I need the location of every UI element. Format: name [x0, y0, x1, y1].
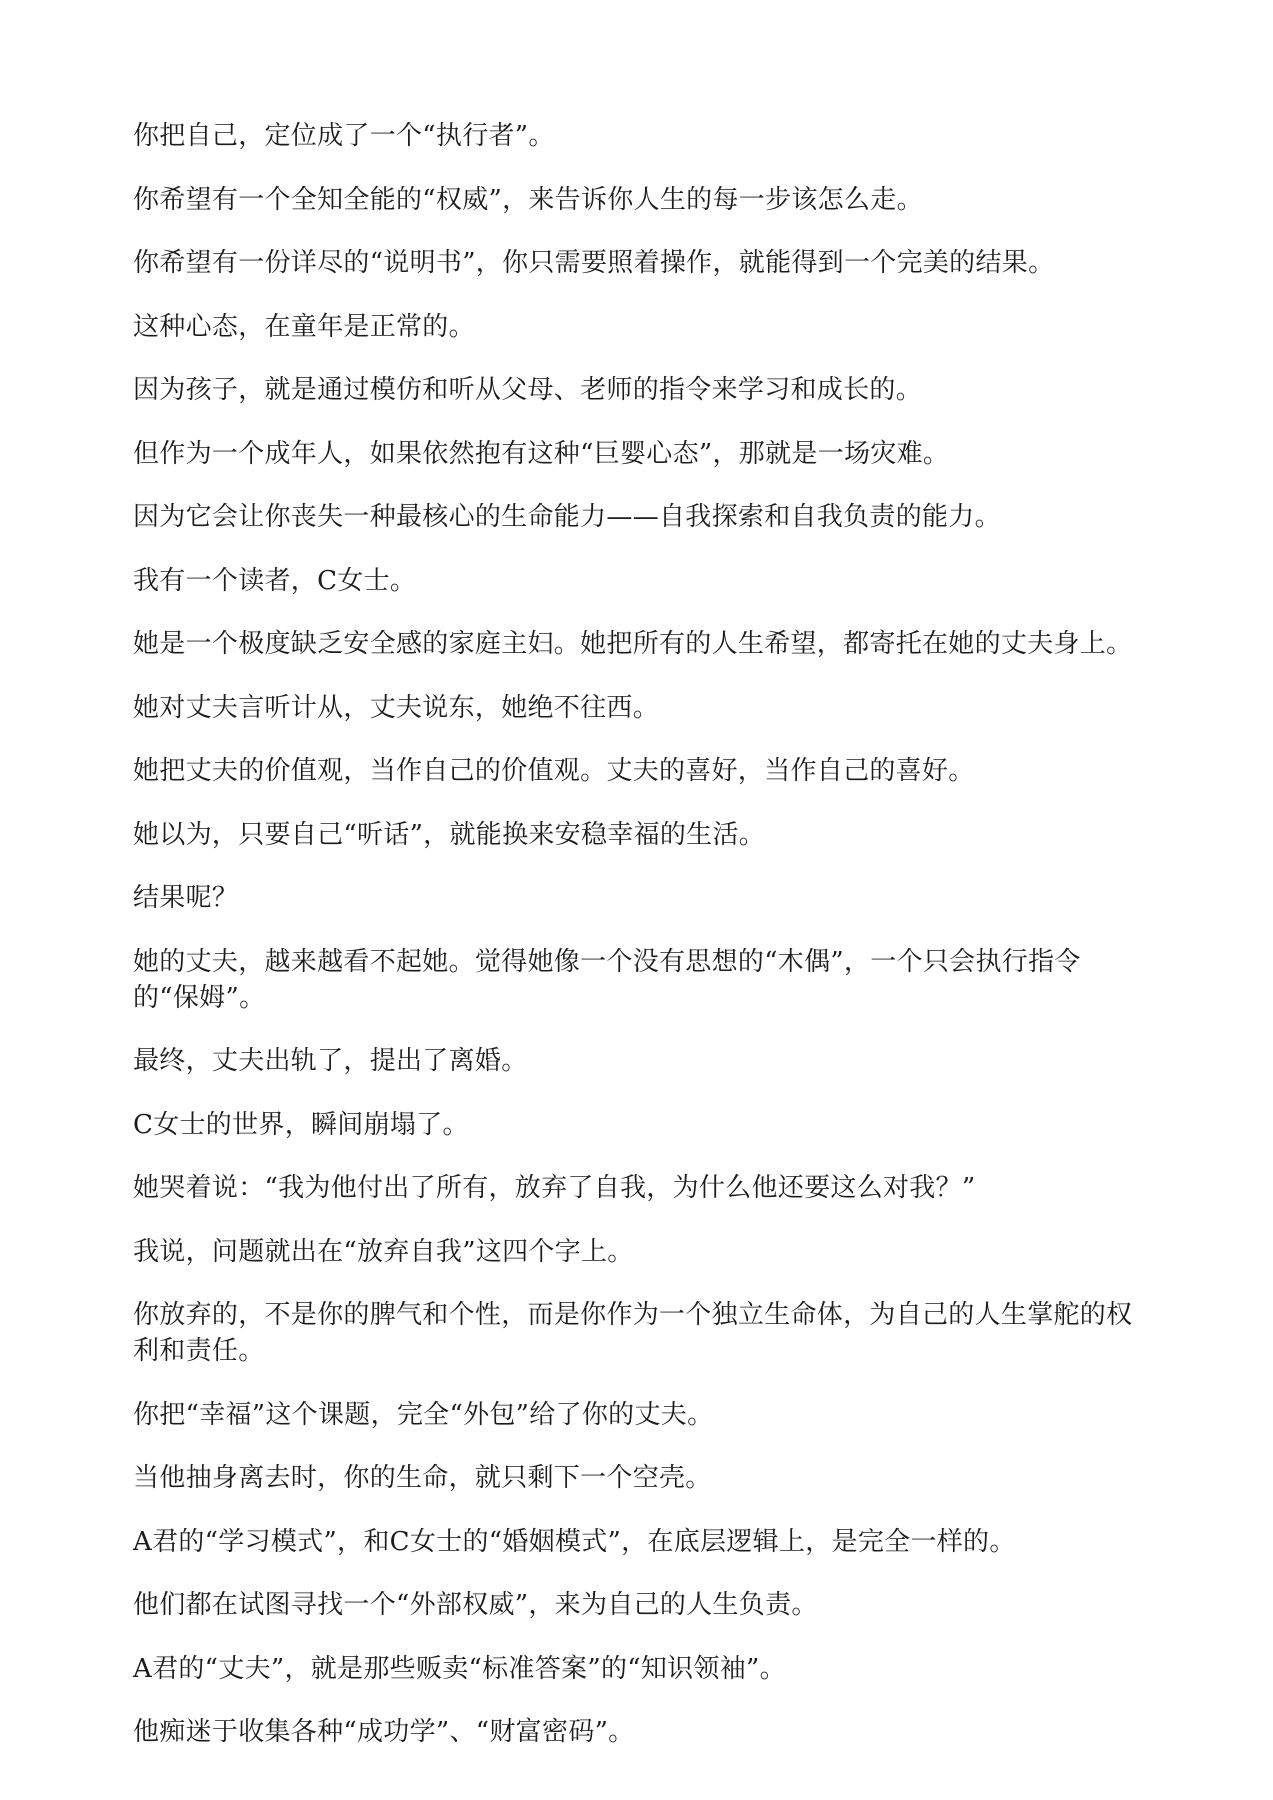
- paragraph: 你把“幸福”这个课题，完全“外包”给了你的丈夫。: [133, 1399, 714, 1430]
- paragraph: 因为它会让你丧失一种最核心的生命能力——自我探索和自我负责的能力。: [133, 502, 1001, 532]
- paragraph: 他们都在试图寻找一个“外部权威”，来为自己的人生负责。: [133, 1590, 818, 1620]
- paragraph: 你放弃的，不是你的脾气和个性，而是你作为一个独立生命体，为自己的人生掌舵的权利和责任。: [133, 1300, 1133, 1366]
- paragraph: 因为孩子，就是通过模仿和听从父母、老师的指令来学习和成长的。: [133, 375, 923, 405]
- paragraph: 但作为一个成年人，如果依然抱有这种“巨婴心态”，那就是一场灾难。: [133, 438, 950, 469]
- paragraph: A君的“丈夫”，就是那些贩卖“标准答案”的“知识领袖”。: [133, 1653, 786, 1684]
- paragraph: 她把丈夫的价值观，当作自己的价值观。丈夫的喜好，当作自己的喜好。: [133, 756, 975, 786]
- paragraph: 我有一个读者，C女士。: [133, 565, 417, 596]
- paragraph: 这种心态，在童年是正常的。: [133, 311, 475, 342]
- paragraph: 你希望有一份详尽的“说明书”，你只需要照着操作，就能得到一个完美的结果。: [133, 248, 1055, 278]
- paragraph: 她的丈夫，越来越看不起她。觉得她像一个没有思想的“木偶”，一个只会执行指令的“保姆”。: [133, 946, 1081, 1013]
- paragraph: 她是一个极度缺乏安全感的家庭主妇。她把所有的人生希望，都寄托在她的丈夫身上。: [133, 629, 1133, 659]
- paragraph: 她以为，只要自己“听话”，就能换来安稳幸福的生活。: [133, 819, 766, 850]
- paragraph: 你把自己，定位成了一个“执行者”。: [133, 121, 555, 151]
- paragraph: 你希望有一个全知全能的“权威”，来告诉你人生的每一步该怎么走。: [133, 184, 923, 215]
- paragraph: 当他抽身离去时，你的生命，就只剩下一个空壳。: [133, 1463, 712, 1493]
- paragraph: 最终，丈夫出轨了，提出了离婚。: [133, 1046, 528, 1076]
- paragraph: 他痴迷于收集各种“成功学”、“财富密码”。: [133, 1717, 635, 1747]
- paragraph: C女士的世界，瞬间崩塌了。: [133, 1109, 469, 1140]
- article-body: [133, 118, 1143, 1778]
- paragraph: 她对丈夫言听计从，丈夫说东，她绝不往西。: [133, 692, 660, 723]
- paragraph: 我说，问题就出在“放弃自我”这四个字上。: [133, 1236, 634, 1267]
- paragraph: 结果呢？: [133, 883, 239, 913]
- paragraph: 她哭着说：“我为他付出了所有，放弃了自我，为什么他还要这么对我？”: [133, 1173, 976, 1203]
- paragraph: A君的“学习模式”，和C女士的“婚姻模式”，在底层逻辑上，是完全一样的。: [133, 1526, 1016, 1557]
